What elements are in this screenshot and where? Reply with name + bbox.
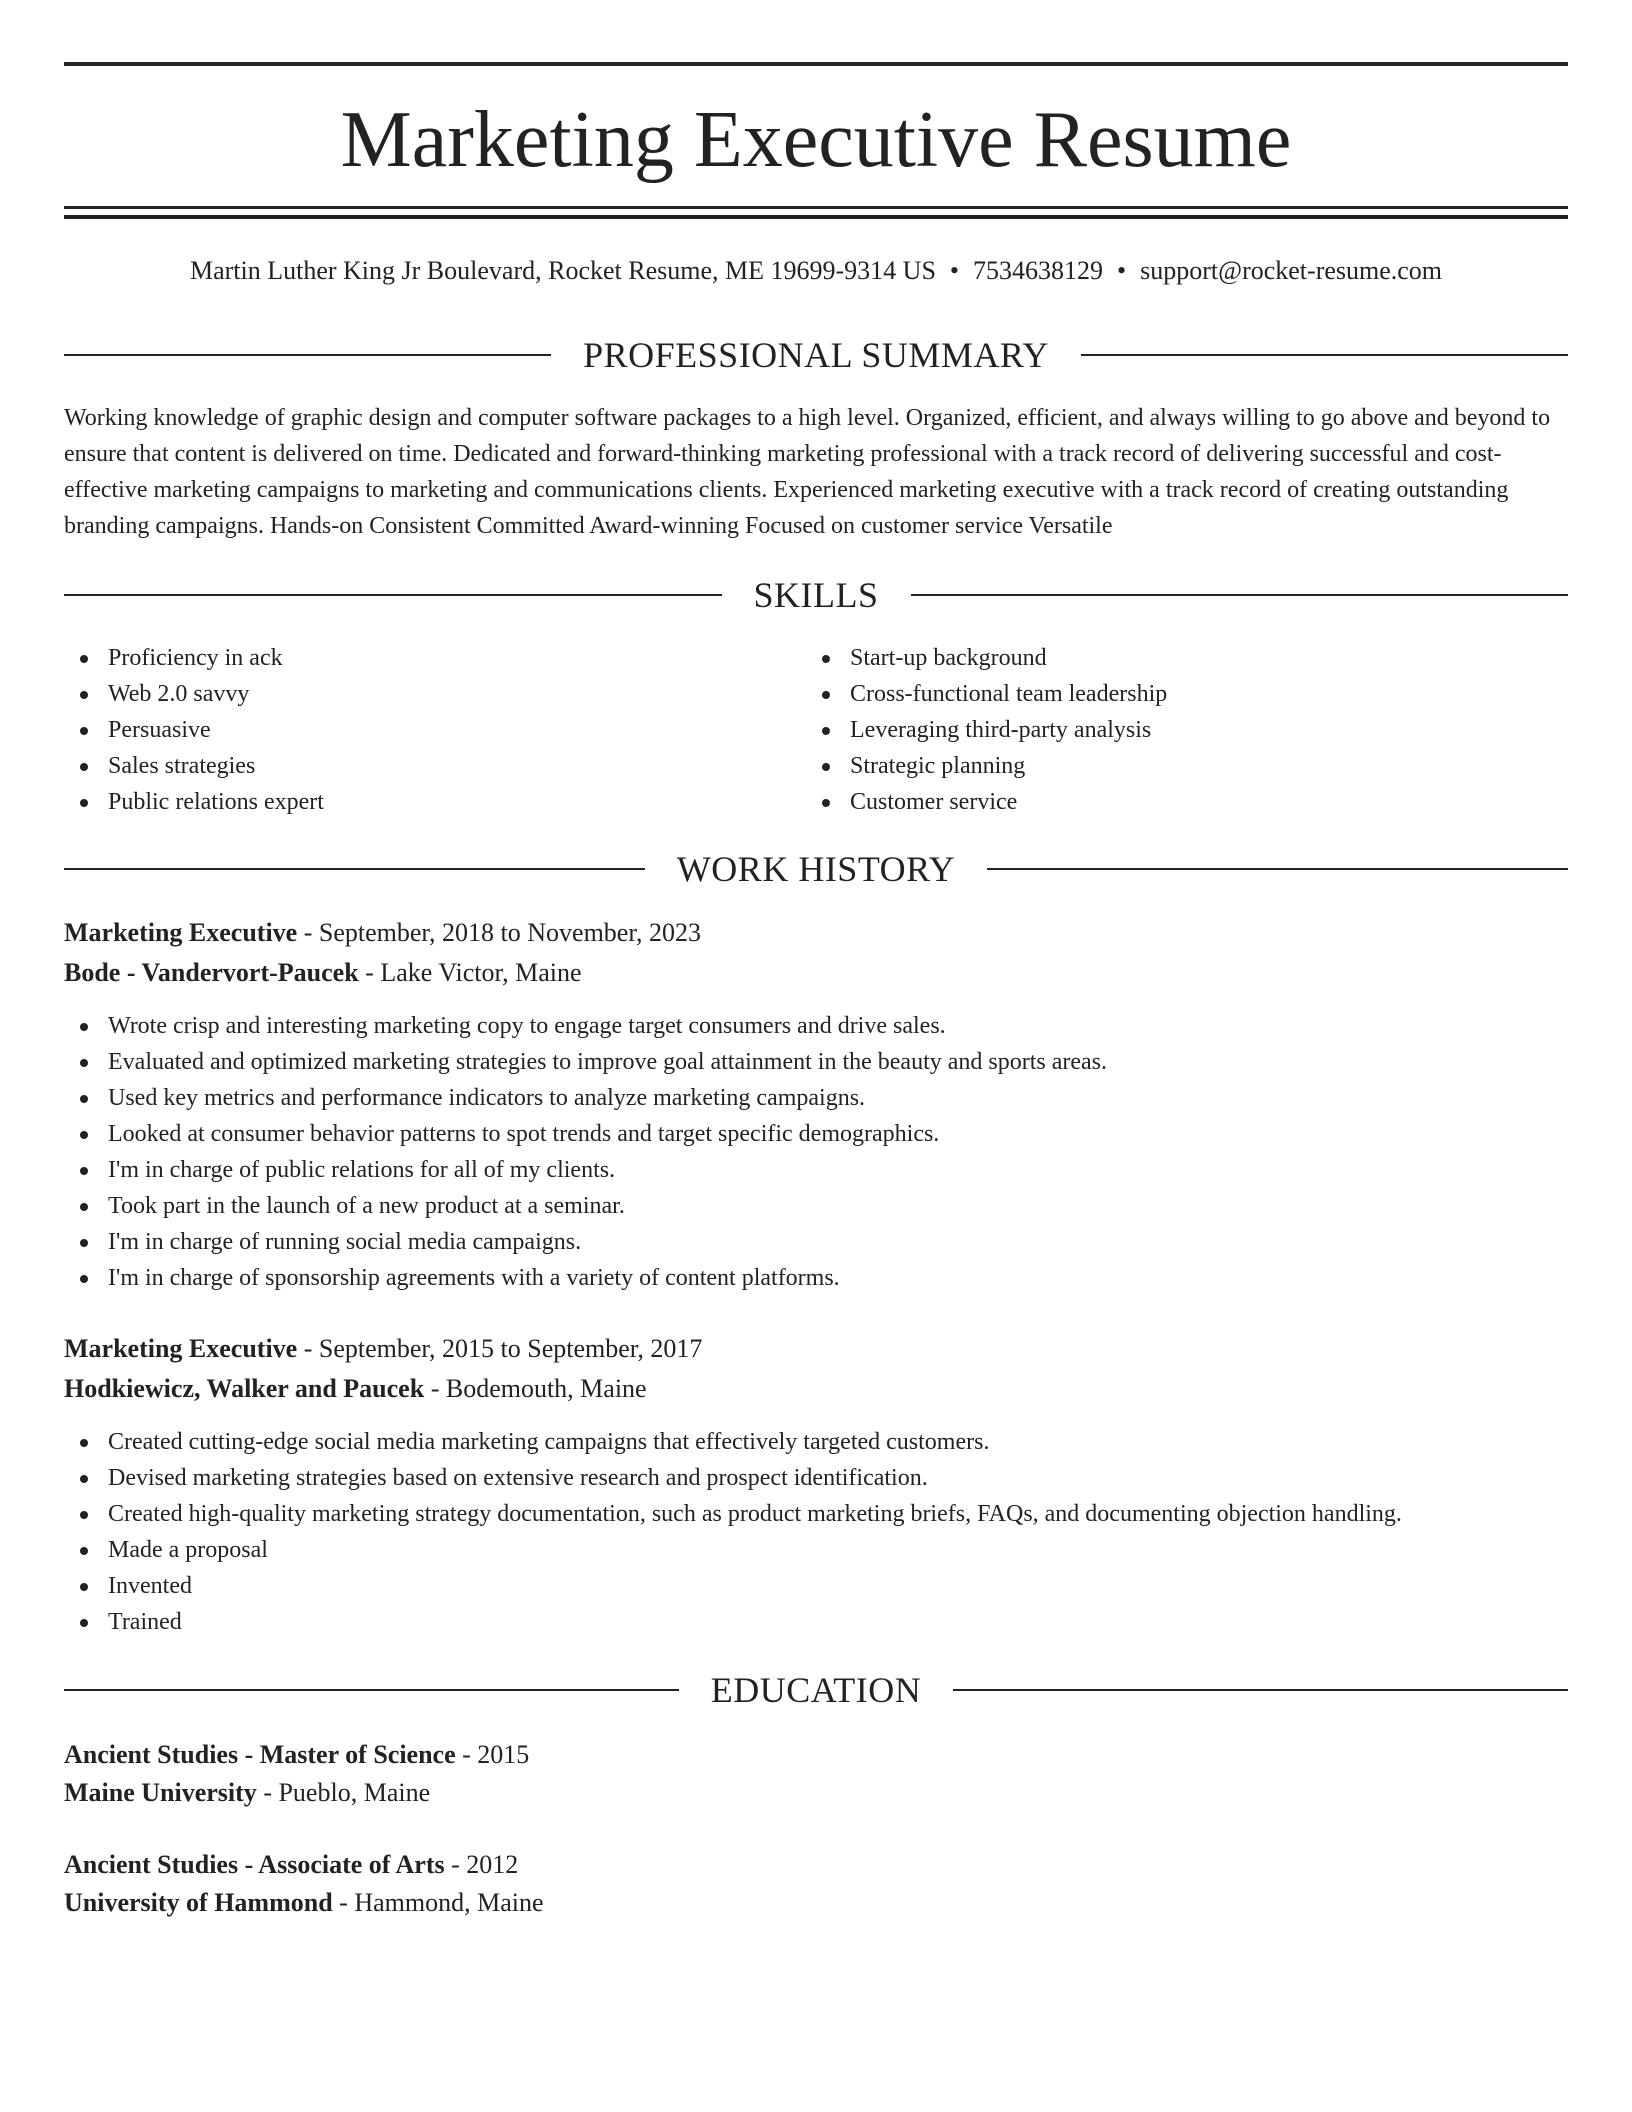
skill-item: Proficiency in ack	[64, 640, 764, 676]
skill-item: Persuasive	[64, 712, 764, 748]
contact-line	[64, 254, 1568, 288]
education-year: - 2012	[444, 1850, 519, 1879]
job-company-line	[64, 955, 1568, 991]
contact-separator: •	[949, 256, 960, 285]
job-bullet: Used key metrics and performance indicators to analyze marketing campaigns.	[64, 1080, 1568, 1116]
job-bullet: Trained	[64, 1604, 1568, 1640]
education-school: Maine University	[64, 1778, 257, 1807]
education-location: - Pueblo, Maine	[256, 1778, 431, 1807]
job-dates: - September, 2015 to September, 2017	[297, 1334, 703, 1363]
skill-item: Strategic planning	[806, 748, 1506, 784]
skill-item: Cross-functional team leadership	[806, 676, 1506, 712]
section-header-summary	[64, 333, 1568, 377]
title-rule-lower	[64, 215, 1568, 219]
section-rule-left	[64, 868, 645, 870]
summary-paragraph: Working knowledge of graphic design and computer software packages to a high level. Organized, efficient, and always willing to go above and beyond to ensure that content is delivered on time. Dedicated and forward-thinking marketing professional with a track record of delivering successful and cost-effective marketing campaigns to marketing and communications clients. Experienced marketing executive with a track record of creating outstanding branding campaigns. Hands-on Consistent Committed Award-winning Focused on customer service Versatile	[64, 405, 1551, 539]
job-bullet: Made a proposal	[64, 1532, 1568, 1568]
job-bullet: Created cutting-edge social media marketing campaigns that effectively targeted customers.	[64, 1424, 1568, 1460]
job-bullet: I'm in charge of sponsorship agreements with a variety of content platforms.	[64, 1260, 1568, 1296]
skills-list-left	[64, 640, 764, 820]
job-bullet: Took part in the launch of a new product at a seminar.	[64, 1188, 1568, 1224]
job-bullet: Devised marketing strategies based on extensive research and prospect identification.	[64, 1460, 1568, 1496]
section-rule-left	[64, 1689, 679, 1691]
job-location: - Bodemouth, Maine	[424, 1374, 647, 1403]
skill-item: Sales strategies	[64, 748, 764, 784]
job-bullet: I'm in charge of public relations for all of my clients.	[64, 1152, 1568, 1188]
section-title: WORK HISTORY	[676, 849, 956, 889]
section-rule-right	[1081, 354, 1568, 356]
section-rule-right	[911, 594, 1569, 596]
education-degree-line	[64, 1737, 1568, 1773]
education-school-line	[64, 1775, 1568, 1811]
job-title: Marketing Executive	[64, 1334, 298, 1363]
job-bullets	[64, 1424, 1568, 1640]
title-rule-upper	[64, 206, 1568, 209]
section-header-work	[64, 847, 1568, 891]
job-bullet: Invented	[64, 1568, 1568, 1604]
top-rule	[64, 62, 1568, 66]
job-bullet: Created high-quality marketing strategy documentation, such as product marketing briefs, FAQs, and documenting objection handling.	[64, 1496, 1568, 1532]
skill-item: Leveraging third-party analysis	[806, 712, 1506, 748]
job-company: Hodkiewicz, Walker and Paucek	[64, 1374, 425, 1403]
job-bullet: Looked at consumer behavior patterns to spot trends and target specific demographics.	[64, 1116, 1568, 1152]
skill-item: Web 2.0 savvy	[64, 676, 764, 712]
job-company: Bode - Vandervort-Paucek	[64, 958, 359, 987]
job-bullet: I'm in charge of running social media campaigns.	[64, 1224, 1568, 1260]
section-title: PROFESSIONAL SUMMARY	[583, 335, 1049, 375]
section-rule-left	[64, 354, 551, 356]
contact-phone: 7534638129	[973, 256, 1104, 285]
job-company-line	[64, 1371, 1568, 1407]
skills-list-right	[806, 640, 1506, 820]
resume-title: Marketing Executive Resume	[340, 96, 1292, 184]
contact-email: support@rocket-resume.com	[1140, 256, 1443, 285]
education-degree: Ancient Studies - Associate of Arts	[64, 1850, 445, 1879]
education-degree: Ancient Studies - Master of Science	[64, 1740, 456, 1769]
job-bullet: Wrote crisp and interesting marketing copy to engage target consumers and drive sales.	[64, 1008, 1568, 1044]
section-title: SKILLS	[753, 575, 879, 615]
section-title: EDUCATION	[710, 1670, 922, 1710]
job-title-line	[64, 1331, 1568, 1367]
job-bullets	[64, 1008, 1568, 1296]
education-location: - Hammond, Maine	[332, 1888, 544, 1917]
skill-item: Public relations expert	[64, 784, 764, 820]
section-rule-left	[64, 594, 722, 596]
education-year: - 2015	[455, 1740, 530, 1769]
job-title-line	[64, 915, 1568, 951]
skill-item: Start-up background	[806, 640, 1506, 676]
job-title: Marketing Executive	[64, 918, 298, 947]
education-school-line	[64, 1885, 1568, 1921]
section-header-education	[64, 1668, 1568, 1712]
job-dates: - September, 2018 to November, 2023	[297, 918, 701, 947]
job-bullet: Evaluated and optimized marketing strategies to improve goal attainment in the beauty and sports areas.	[64, 1044, 1568, 1080]
section-header-skills	[64, 573, 1568, 617]
contact-separator: •	[1117, 256, 1127, 285]
section-rule-right	[987, 868, 1568, 870]
job-location: - Lake Victor, Maine	[358, 958, 582, 987]
education-school: University of Hammond	[64, 1888, 333, 1917]
skill-item: Customer service	[806, 784, 1506, 820]
education-degree-line	[64, 1847, 1568, 1883]
section-rule-right	[953, 1689, 1568, 1691]
contact-address: Martin Luther King Jr Boulevard, Rocket Resume, ME 19699-9314 US	[189, 256, 936, 285]
